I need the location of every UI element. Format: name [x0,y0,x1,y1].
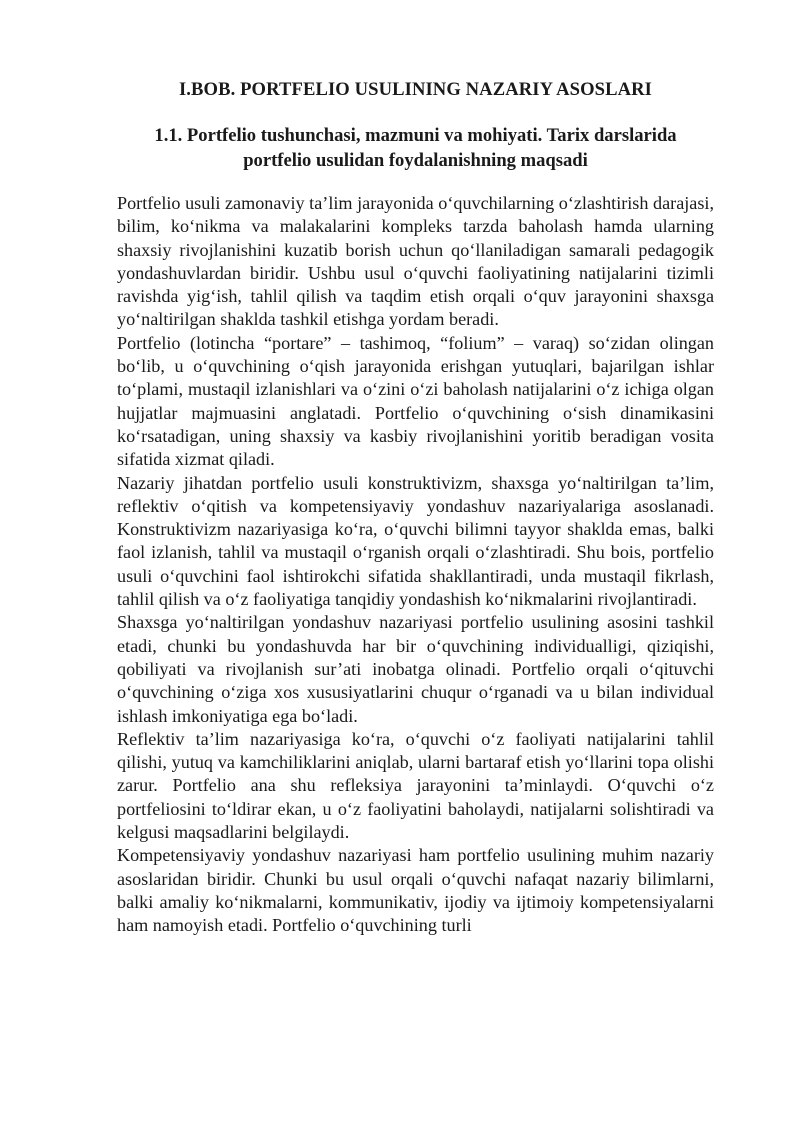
paragraph-4: Shaxsga yo‘naltirilgan yondashuv nazariyasi portfelio usulining asosini tashkil etadi, chunki bu yondashuvda har bir o‘quvchining individualligi, qiziqishi, qobiliyati va rivojlanish sur’ati inobatga olinadi. Portfelio orqali o‘qituvchi o‘quvchining o‘ziga xos xususiyatlarini chuqur o‘rganadi va u bilan individual ishlash imkoniyatiga ega bo‘ladi. [117,612,714,726]
paragraph-1: Portfelio usuli zamonaviy ta’lim jarayonida o‘quvchilarning o‘zlashtirish darajasi, bilim, ko‘nikma va malakalarini kompleks tarzda baholash hamda ularning shaxsiy rivojlanishini kuzatib borish uchun qo‘llaniladigan samarali pedagogik yondashuvlardan biridir. Ushbu usul o‘quvchi faoliyatining natijalarini tizimli ravishda yig‘ish, tahlil qilish va taqdim etish orqali o‘quv jarayonini shaxsga yo‘naltirilgan shaklda tashkil etishga yordam beradi. [117,193,714,330]
body-text [117,192,714,938]
paragraph-3: Nazariy jihatdan portfelio usuli konstruktivizm, shaxsga yo‘naltirilgan ta’lim, reflektiv o‘qitish va kompetensiyaviy yondashuv nazariyalariga asoslanadi. Konstruktivizm nazariyasiga ko‘ra, o‘quvchi bilimni tayyor shaklda emas, balki faol izlanish, tahlil va mustaqil o‘rganish orqali o‘zlashtiradi. Shu bois, portfelio usuli o‘quvchini faol ishtirokchi sifatida shakllantiradi, unda mustaqil fikrlash, tahlil qilish va o‘z faoliyatiga tanqidiy yondashish ko‘nikmalarini rivojlantiradi. [117,472,714,610]
chapter-title: I.BOB. PORTFELIO USULINING NAZARIY ASOSLARI [178,79,653,100]
section-title-line-2: portfelio usulidan foydalanishning maqsadi [243,150,588,171]
paragraph-2: Portfelio (lotincha “portare” – tashimoq, “folium” – varaq) so‘zidan olingan bo‘lib, u o‘quvchining o‘qish jarayonida erishgan yutuqlari, bajarilgan ishlar to‘plami, mustaqil izlanishlari va o‘zini o‘zi baholash natijalarini o‘z ichiga olgan hujjatlar majmuasini anglatadi. Portfelio o‘quvchining o‘sish dinamikasini ko‘rsatadigan, uning shaxsiy va kasbiy rivojlanishini yoritib beradigan vosita sifatida xizmat qiladi. [117,332,714,470]
section-title [117,123,714,173]
section-title-line-1: 1.1. Portfelio tushunchasi, mazmuni va mohiyati. Tarix darslarida [154,125,677,146]
paragraph-6: Kompetensiyaviy yondashuv nazariyasi ham portfelio usulining muhim nazariy asoslaridan biridir. Chunki bu usul orqali o‘quvchi nafaqat nazariy bilimlarni, balki amaliy ko‘nikmalarni, kommunikativ, ijodiy va ijtimoiy kompetensiyalarni ham namoyish etadi. Portfelio o‘quvchining turli [117,845,714,936]
paragraph-5: Reflektiv ta’lim nazariyasiga ko‘ra, o‘quvchi o‘z faoliyati natijalarini tahlil qilishi, yutuq va kamchiliklarini aniqlab, ularni bartaraf etish yo‘llarini topa olishi zarur. Portfelio ana shu refleksiya jarayonini ta’minlaydi. O‘quvchi o‘z portfeliosini to‘ldirar ekan, u o‘z faoliyatini baholaydi, natijalarni solishtiradi va kelgusi maqsadlarini belgilaydi. [117,728,714,843]
